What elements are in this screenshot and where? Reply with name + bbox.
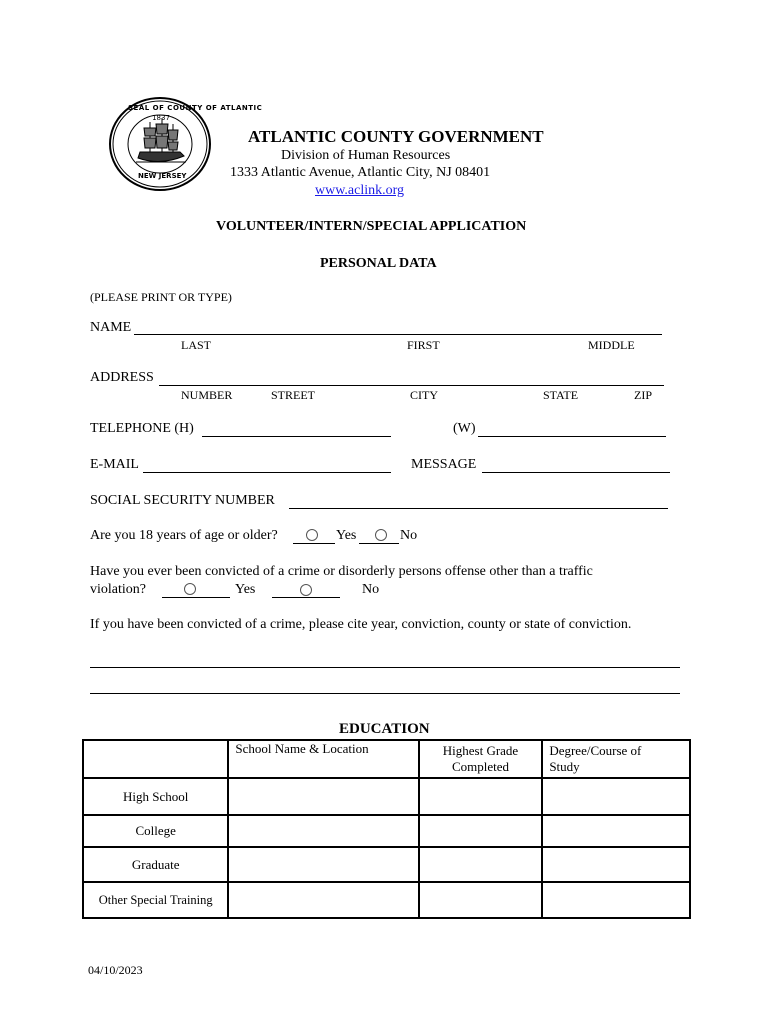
degree-cell[interactable] xyxy=(542,778,690,815)
conviction-no-radio[interactable] xyxy=(300,584,312,596)
conviction-cite-instruction: If you have been convicted of a crime, please cite year, conviction, county or state of conviction. xyxy=(90,617,632,632)
education-row-high-school xyxy=(83,778,690,815)
address-label: ADDRESS xyxy=(90,370,154,385)
division-name: Division of Human Resources xyxy=(281,148,451,163)
row-label: Graduate xyxy=(83,847,228,882)
seal-year: 1837 xyxy=(152,114,170,122)
message-label: MESSAGE xyxy=(411,457,477,472)
conviction-yes-radio[interactable] xyxy=(184,583,196,595)
telephone-home-label: TELEPHONE (H) xyxy=(90,421,194,436)
email-field[interactable] xyxy=(143,472,391,473)
email-label: E-MAIL xyxy=(90,457,139,472)
conviction-no-line xyxy=(272,597,340,598)
name-label: NAME xyxy=(90,320,132,335)
school-cell[interactable] xyxy=(228,778,418,815)
degree-cell[interactable] xyxy=(542,815,690,847)
school-cell[interactable] xyxy=(228,847,418,882)
organization-address: 1333 Atlantic Avenue, Atlantic City, NJ 08401 xyxy=(230,165,491,180)
age-yes-radio[interactable] xyxy=(306,529,318,541)
conviction-yes-line xyxy=(162,597,230,598)
address-field[interactable] xyxy=(159,385,664,386)
age-no-line xyxy=(359,543,399,544)
degree-cell[interactable] xyxy=(542,882,690,918)
header-degree: Degree/Course of Study xyxy=(542,740,690,778)
age-yes-label: Yes xyxy=(336,528,357,543)
header-school: School Name & Location xyxy=(228,740,418,778)
seal-state: NEW JERSEY xyxy=(138,172,187,180)
header-grade: Highest Grade Completed xyxy=(419,740,543,778)
section-title: PERSONAL DATA xyxy=(320,256,437,271)
row-label: College xyxy=(83,815,228,847)
age-yes-line xyxy=(293,543,335,544)
message-field[interactable] xyxy=(482,472,670,473)
address-zip-caption: ZIP xyxy=(634,388,652,402)
age-no-label: No xyxy=(400,528,418,543)
form-title: VOLUNTEER/INTERN/SPECIAL APPLICATION xyxy=(216,219,527,234)
name-middle-caption: MIDDLE xyxy=(588,338,635,352)
website-link[interactable]: www.aclink.org xyxy=(315,183,405,198)
row-label: Other Special Training xyxy=(83,882,228,918)
education-header-row xyxy=(83,740,690,778)
school-cell[interactable] xyxy=(228,882,418,918)
degree-cell[interactable] xyxy=(542,847,690,882)
address-city-caption: CITY xyxy=(410,388,438,402)
conviction-question-line2: violation? xyxy=(90,582,146,597)
address-number-caption: NUMBER xyxy=(181,388,233,402)
school-cell[interactable] xyxy=(228,815,418,847)
conviction-yes-label: Yes xyxy=(235,582,256,597)
ssn-field[interactable] xyxy=(289,508,668,509)
grade-cell[interactable] xyxy=(419,778,543,815)
row-label: High School xyxy=(83,778,228,815)
ssn-label: SOCIAL SECURITY NUMBER xyxy=(90,493,275,508)
grade-cell[interactable] xyxy=(419,847,543,882)
age-no-radio[interactable] xyxy=(375,529,387,541)
conviction-question-line1: Have you ever been convicted of a crime or disorderly persons offense other than a traffic xyxy=(90,564,593,579)
address-state-caption: STATE xyxy=(543,388,579,402)
address-street-caption: STREET xyxy=(271,388,315,402)
seal-lettering: SEAL OF COUNTY OF ATLANTIC xyxy=(128,104,263,112)
organization-title: ATLANTIC COUNTY GOVERNMENT xyxy=(248,127,544,146)
conviction-no-label: No xyxy=(362,582,380,597)
telephone-work-field[interactable] xyxy=(478,436,666,437)
conviction-details-line-2[interactable] xyxy=(90,693,680,694)
education-title: EDUCATION xyxy=(339,721,430,737)
grade-cell[interactable] xyxy=(419,882,543,918)
print-instruction: (PLEASE PRINT OR TYPE) xyxy=(90,290,232,304)
name-first-caption: FIRST xyxy=(407,338,440,352)
revision-date: 04/10/2023 xyxy=(88,963,143,977)
telephone-home-field[interactable] xyxy=(202,436,391,437)
education-row-graduate xyxy=(83,847,690,882)
education-row-other-training xyxy=(83,882,690,918)
age-question: Are you 18 years of age or older? xyxy=(90,528,278,543)
education-table xyxy=(82,739,691,919)
grade-cell[interactable] xyxy=(419,815,543,847)
education-row-college xyxy=(83,815,690,847)
education-header-blank xyxy=(83,740,228,778)
telephone-work-label: (W) xyxy=(453,421,476,436)
name-last-caption: LAST xyxy=(181,338,211,352)
conviction-details-line-1[interactable] xyxy=(90,667,680,668)
name-field[interactable] xyxy=(134,334,662,335)
